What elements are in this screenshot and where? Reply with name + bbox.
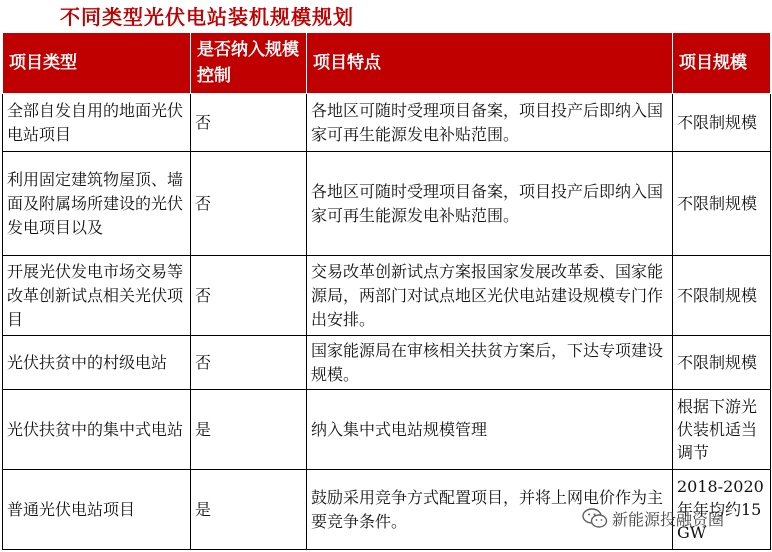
planning-table <box>2 32 771 550</box>
table-row <box>3 336 771 390</box>
cell-scale: 不限制规模 <box>673 94 771 152</box>
cell-controlled: 否 <box>191 94 307 152</box>
cell-type: 光伏扶贫中的集中式电站 <box>3 390 191 470</box>
watermark-text: 新能源投融资圈 <box>612 509 725 529</box>
cell-controlled: 是 <box>191 470 307 550</box>
header-scale-control: 是否纳入规模控制 <box>191 33 307 94</box>
cell-scale: 2018-2020年年均约15GW <box>673 470 771 550</box>
table-row <box>3 94 771 152</box>
page-title: 不同类型光伏电站装机规模规划 <box>60 5 354 29</box>
cell-feature: 交易改革创新试点方案报国家发展改革委、国家能源局，两部门对试点地区光伏电站建设规模专门作出安排。 <box>307 256 673 336</box>
table-row <box>3 470 771 550</box>
table-row <box>3 152 771 256</box>
cell-type: 利用固定建筑物屋顶、墙面及附属场所建设的光伏发电项目以及 <box>3 152 191 256</box>
cell-scale: 根据下游光伏装机适当调节 <box>673 390 771 470</box>
table-row <box>3 256 771 336</box>
cell-controlled: 是 <box>191 390 307 470</box>
header-project-scale: 项目规模 <box>673 33 771 94</box>
cell-scale: 不限制规模 <box>673 152 771 256</box>
cell-type: 开展光伏发电市场交易等改革创新试点相关光伏项目 <box>3 256 191 336</box>
cell-scale: 不限制规模 <box>673 336 771 390</box>
table-header-row <box>3 33 771 94</box>
cell-feature: 纳入集中式电站规模管理 <box>307 390 673 470</box>
cell-controlled: 否 <box>191 256 307 336</box>
cell-type: 普通光伏电站项目 <box>3 470 191 550</box>
cell-feature: 各地区可随时受理项目备案，项目投产后即纳入国家可再生能源发电补贴范围。 <box>307 94 673 152</box>
header-project-features: 项目特点 <box>307 33 673 94</box>
cell-feature: 各地区可随时受理项目备案，项目投产后即纳入国家可再生能源发电补贴范围。 <box>307 152 673 256</box>
cell-controlled: 否 <box>191 336 307 390</box>
cell-feature: 国家能源局在审核相关扶贫方案后，下达专项建设规模。 <box>307 336 673 390</box>
header-project-type: 项目类型 <box>3 33 191 94</box>
table-row <box>3 390 771 470</box>
cell-type: 光伏扶贫中的村级电站 <box>3 336 191 390</box>
cell-controlled: 否 <box>191 152 307 256</box>
cell-feature: 鼓励采用竞争方式配置项目，并将上网电价作为主要竞争条件。 <box>307 470 673 550</box>
cell-scale: 不限制规模 <box>673 256 771 336</box>
cell-type: 全部自发自用的地面光伏电站项目 <box>3 94 191 152</box>
